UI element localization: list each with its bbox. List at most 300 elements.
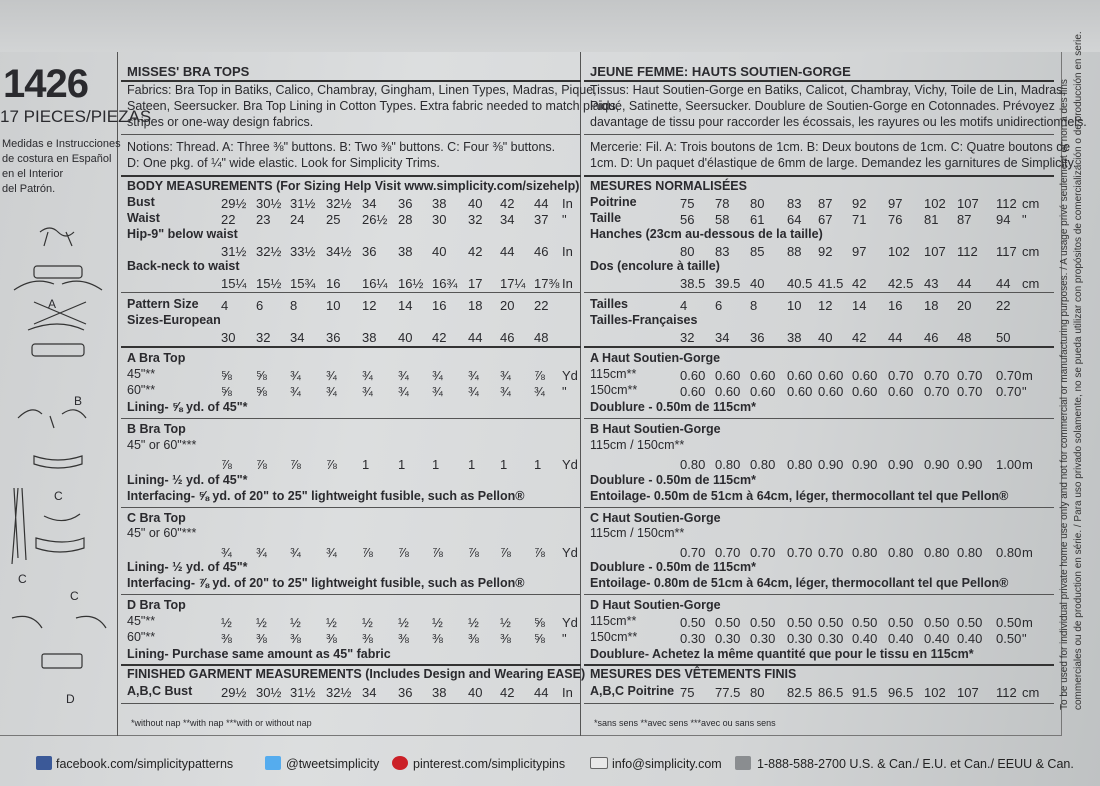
value-cell: 0.50: [996, 631, 1022, 646]
value-cell: 0.70: [957, 368, 983, 383]
email-link[interactable]: info@simplicity.com: [612, 757, 722, 771]
fabric-width-label: 45" or 60"***: [127, 526, 197, 540]
view-label: C: [54, 489, 63, 503]
notions-line: Notions: Thread. A: Three ⅜" buttons. B: Two ⅜" buttons. C: Four ⅜" buttons.: [127, 140, 556, 154]
row-label: Bust: [127, 195, 155, 209]
value-cell: 38: [787, 330, 802, 345]
value-cell: 22: [996, 298, 1011, 313]
value-cell: 0.50: [787, 615, 813, 630]
row-label: Back-neck to waist: [127, 259, 240, 273]
view-sketches: [0, 220, 117, 720]
value-cell: 75: [680, 196, 695, 211]
value-cell: 0.60: [852, 368, 878, 383]
value-cell: ¾: [221, 545, 232, 560]
value-cell: 46: [500, 330, 515, 345]
unit-cell: ": [1022, 631, 1027, 646]
value-cell: 0.50: [715, 615, 741, 630]
value-cell: 1: [398, 457, 406, 472]
value-cell: 117: [996, 244, 1017, 259]
unit-cell: In: [562, 244, 573, 259]
row-label: Waist: [127, 211, 160, 225]
value-cell: ¾: [468, 384, 479, 399]
value-cell: 102: [924, 196, 946, 211]
value-cell: 0.90: [888, 457, 914, 472]
value-cell: 0.30: [787, 631, 813, 646]
pinterest-link[interactable]: pinterest.com/simplicitypins: [413, 757, 566, 771]
fabric-width-label: 45" or 60"***: [127, 438, 197, 452]
value-cell: 32: [468, 212, 483, 227]
view-c-heading: C Haut Soutien-Gorge: [590, 511, 721, 525]
fabrics-line: davantage de tissu pour raccorder les écossais, les rayures ou les motifs unidirectionnels.: [590, 115, 1087, 129]
value-cell: 1: [432, 457, 440, 472]
view-label: C: [18, 572, 27, 586]
value-cell: 17⅜: [534, 276, 560, 291]
fabric-width-label: 115cm / 150cm**: [590, 526, 685, 540]
value-cell: 32½: [256, 244, 282, 259]
nap-legend: *sans sens **avec sens ***avec ou sans sens: [594, 718, 776, 728]
value-cell: 0.50: [996, 615, 1022, 630]
value-cell: 44: [468, 330, 483, 345]
value-cell: 41.5: [818, 276, 844, 291]
value-cell: ⅞: [468, 545, 479, 560]
value-cell: 64: [787, 212, 802, 227]
value-cell: ½: [398, 615, 409, 630]
spanish-note: en el Interior: [2, 168, 64, 180]
value-cell: 0.60: [818, 384, 844, 399]
value-cell: 83: [787, 196, 802, 211]
unit-cell: Yd: [562, 368, 578, 383]
unit-cell: ": [1022, 384, 1027, 399]
value-cell: 4: [221, 298, 229, 313]
value-cell: 0.60: [680, 368, 706, 383]
envelope-flap: [0, 0, 1100, 52]
row-label: Dos (encolure à taille): [590, 259, 720, 273]
value-cell: 0.70: [996, 368, 1022, 383]
value-cell: 26½: [362, 212, 388, 227]
value-cell: 0.40: [888, 631, 914, 646]
unit-cell: In: [562, 196, 573, 211]
value-cell: 92: [818, 244, 833, 259]
divider: [584, 292, 1054, 293]
value-cell: 30: [432, 212, 447, 227]
value-cell: 0.70: [715, 545, 741, 560]
divider: [121, 507, 581, 508]
spanish-note: del Patrón.: [2, 183, 56, 195]
value-cell: ⅜: [362, 631, 373, 646]
value-cell: 17: [468, 276, 483, 291]
value-cell: 44: [996, 276, 1011, 291]
value-cell: ⅝: [256, 368, 267, 383]
value-cell: 8: [750, 298, 758, 313]
fabrics-line: Sateen, Seersucker. Bra Top Lining in Cotton Types. Extra fabric needed to match plaids,: [127, 99, 620, 113]
divider: [121, 292, 581, 293]
value-cell: 16: [432, 298, 447, 313]
value-cell: 40: [432, 244, 447, 259]
value-cell: 67: [818, 212, 833, 227]
value-cell: 10: [787, 298, 802, 313]
notions-line: 1cm. D: Un paquet d'élastique de 6mm de large. Demandez les garnitures de Simplicity.: [590, 156, 1077, 170]
value-cell: 44: [957, 276, 972, 291]
value-cell: ⅝: [534, 631, 545, 646]
value-cell: 42: [500, 196, 515, 211]
value-cell: 30: [221, 330, 236, 345]
value-cell: 71: [852, 212, 867, 227]
value-cell: ⅞: [256, 457, 267, 472]
value-cell: 78: [715, 196, 730, 211]
value-cell: 16½: [398, 276, 424, 291]
phone-icon: [735, 756, 751, 770]
value-cell: 50: [996, 330, 1011, 345]
value-cell: 102: [924, 685, 946, 700]
value-cell: 28: [398, 212, 413, 227]
value-cell: 87: [957, 212, 972, 227]
value-cell: 96.5: [888, 685, 914, 700]
finished-heading: MESURES DES VÊTEMENTS FINIS: [590, 667, 797, 681]
measurements-heading: BODY MEASUREMENTS (For Sizing Help Visit www.simplicity.com/sizehelp): [127, 179, 580, 193]
lining-line: Doublure - 0.50m de 115cm*: [590, 473, 757, 487]
value-cell: 15¼: [221, 276, 247, 291]
value-cell: ⅜: [256, 631, 267, 646]
footer-bar: [0, 740, 1100, 786]
value-cell: 46: [924, 330, 939, 345]
value-cell: 80: [750, 685, 765, 700]
column-divider: [580, 52, 581, 736]
value-cell: 48: [957, 330, 972, 345]
value-cell: 0.30: [750, 631, 776, 646]
legal-line: To be used for individual private home use only and not for commercial or manufacturing purposes. / A usage privé seulement et non à des fins: [1059, 79, 1070, 710]
unit-cell: m: [1022, 615, 1033, 630]
value-cell: 4: [680, 298, 688, 313]
value-cell: 0.70: [957, 384, 983, 399]
value-cell: 46: [534, 244, 549, 259]
value-cell: 94: [996, 212, 1011, 227]
value-cell: 12: [362, 298, 377, 313]
value-cell: 0.70: [924, 384, 950, 399]
row-label: Tailles-Françaises: [590, 313, 698, 327]
legal-line: commerciales ou de production en série. / Para uso privado solamente, no se pueda utilizar con propósitos de comercialización o de producción en serie.: [1073, 31, 1084, 710]
divider: [584, 175, 1054, 177]
value-cell: ⅝: [221, 384, 232, 399]
value-cell: ½: [468, 615, 479, 630]
value-cell: ⅜: [290, 631, 301, 646]
divider: [121, 134, 581, 135]
lining-line: Doublure - 0.50m de 115cm*: [590, 560, 757, 574]
value-cell: 44: [888, 330, 903, 345]
facebook-icon: [36, 756, 52, 770]
divider: [584, 80, 1054, 82]
value-cell: 107: [957, 685, 979, 700]
unit-cell: ": [562, 384, 567, 399]
value-cell: ¾: [290, 545, 301, 560]
unit-cell: cm: [1022, 244, 1040, 259]
notions-line: D: One pkg. of ¼" wide elastic. Look for Simplicity Trims.: [127, 156, 440, 170]
value-cell: 44: [500, 244, 515, 259]
value-cell: 32: [256, 330, 271, 345]
fabric-width-label: 150cm**: [590, 383, 638, 397]
value-cell: ¾: [326, 368, 337, 383]
value-cell: 36: [326, 330, 341, 345]
value-cell: 86.5: [818, 685, 844, 700]
value-cell: 30½: [256, 685, 282, 700]
fabrics-line: Piqué, Satinette, Seersucker. Doublure de Soutien-Gorge en Cotonnades. Prévoyez: [590, 99, 1055, 113]
phone-number: 1-888-588-2700 U.S. & Can./ E.U. et Can./ EEUU & Can.: [757, 757, 1074, 771]
value-cell: 1: [362, 457, 370, 472]
value-cell: 87: [818, 196, 833, 211]
row-label: Hanches (23cm au-dessous de la taille): [590, 227, 823, 241]
side-legal-note: [1058, 31, 1098, 710]
value-cell: 0.80: [852, 545, 878, 560]
value-cell: ⅞: [326, 457, 337, 472]
view-label: B: [74, 394, 83, 408]
value-cell: ½: [221, 615, 232, 630]
value-cell: 12: [818, 298, 833, 313]
value-cell: 0.90: [924, 457, 950, 472]
value-cell: 40: [398, 330, 413, 345]
lining-line: Lining- ⅝ yd. of 45"*: [127, 400, 248, 414]
value-cell: 0.80: [715, 457, 741, 472]
value-cell: 30½: [256, 196, 282, 211]
value-cell: 16¾: [432, 276, 458, 291]
value-cell: 32½: [326, 685, 352, 700]
value-cell: 77.5: [715, 685, 741, 700]
finished-row-label: A,B,C Poitrine: [590, 684, 675, 698]
value-cell: 40: [818, 330, 833, 345]
value-cell: 80: [680, 244, 695, 259]
interfacing-line: Entoilage- 0.50m de 51cm à 64cm, léger, thermocollant tel que Pellon®: [590, 489, 1009, 503]
value-cell: 0.90: [852, 457, 878, 472]
value-cell: ⅜: [221, 631, 232, 646]
unit-cell: Yd: [562, 457, 578, 472]
spanish-note: Medidas e Instrucciones: [2, 138, 121, 150]
value-cell: 8: [290, 298, 298, 313]
value-cell: ⅞: [432, 545, 443, 560]
value-cell: 40: [468, 685, 483, 700]
row-label: Hip-9" below waist: [127, 227, 238, 241]
view-b-heading: B Haut Soutien-Gorge: [590, 422, 721, 436]
value-cell: ½: [326, 615, 337, 630]
value-cell: 0.60: [750, 368, 776, 383]
value-cell: 61: [750, 212, 765, 227]
value-cell: 56: [680, 212, 695, 227]
value-cell: 24: [290, 212, 305, 227]
value-cell: 83: [715, 244, 730, 259]
value-cell: 92: [852, 196, 867, 211]
value-cell: 0.60: [787, 384, 813, 399]
value-cell: 43: [924, 276, 939, 291]
value-cell: 44: [534, 196, 549, 211]
value-cell: ⅜: [432, 631, 443, 646]
value-cell: ¾: [432, 368, 443, 383]
value-cell: 16: [888, 298, 903, 313]
divider: [584, 507, 1054, 508]
spanish-note: de costura en Español: [2, 153, 112, 165]
value-cell: 102: [888, 244, 910, 259]
value-cell: 80: [750, 196, 765, 211]
finished-row-label: A,B,C Bust: [127, 684, 193, 698]
value-cell: 15½: [256, 276, 282, 291]
twitter-icon: [265, 756, 281, 770]
value-cell: ¾: [362, 384, 373, 399]
value-cell: ⅞: [362, 545, 373, 560]
value-cell: 0.80: [888, 545, 914, 560]
value-cell: 32: [680, 330, 695, 345]
nap-legend: *without nap **with nap ***with or without nap: [131, 718, 312, 728]
value-cell: 18: [468, 298, 483, 313]
value-cell: 36: [398, 196, 413, 211]
unit-cell: ": [562, 212, 567, 227]
value-cell: ½: [290, 615, 301, 630]
divider: [121, 418, 581, 419]
fabrics-line: stripes or one-way design fabrics.: [127, 115, 314, 129]
value-cell: 42: [852, 330, 867, 345]
value-cell: 97: [852, 244, 867, 259]
value-cell: 0.70: [924, 368, 950, 383]
unit-cell: ": [562, 631, 567, 646]
row-label: Pattern Size: [127, 297, 199, 311]
value-cell: 37: [534, 212, 549, 227]
finished-heading: FINISHED GARMENT MEASUREMENTS (Includes Design and Wearing EASE): [127, 667, 586, 681]
value-cell: 40: [750, 276, 765, 291]
value-cell: 0.60: [888, 384, 914, 399]
view-b-heading: B Bra Top: [127, 422, 186, 436]
view-c-heading: C Bra Top: [127, 511, 186, 525]
value-cell: 0.60: [715, 384, 741, 399]
view-a-heading: A Haut Soutien-Gorge: [590, 351, 721, 365]
view-a-heading: A Bra Top: [127, 351, 186, 365]
value-cell: ⅜: [500, 631, 511, 646]
fabric-width-label: 60"**: [127, 383, 156, 397]
value-cell: ⅜: [468, 631, 479, 646]
fabrics-line: Fabrics: Bra Top in Batiks, Calico, Chambray, Gingham, Linen Types, Madras, Pique,: [127, 83, 597, 97]
value-cell: 88: [787, 244, 802, 259]
value-cell: 34½: [326, 244, 352, 259]
value-cell: 0.50: [852, 615, 878, 630]
view-label: D: [66, 692, 75, 706]
value-cell: 0.70: [787, 545, 813, 560]
divider: [121, 175, 581, 177]
view-a-sketch: [40, 228, 74, 246]
interfacing-line: Interfacing- ⅝ yd. of 20" to 25" lightweight fusible, such as Pellon®: [127, 489, 525, 503]
value-cell: 31½: [290, 196, 316, 211]
value-cell: ⅞: [534, 368, 545, 383]
fabrics-line: Tissus: Haut Soutien-Gorge en Batiks, Calicot, Chambray, Vichy, Toile de Lin, Madras,: [590, 83, 1066, 97]
value-cell: 38.5: [680, 276, 706, 291]
value-cell: 33½: [290, 244, 316, 259]
value-cell: ¾: [256, 545, 267, 560]
value-cell: 36: [362, 244, 377, 259]
value-cell: 1: [534, 457, 542, 472]
value-cell: 107: [957, 196, 979, 211]
value-cell: ⅝: [256, 384, 267, 399]
value-cell: 38: [432, 196, 447, 211]
unit-cell: cm: [1022, 685, 1040, 700]
value-cell: 0.80: [680, 457, 706, 472]
value-cell: 107: [924, 244, 946, 259]
value-cell: 0.80: [996, 545, 1022, 560]
lining-line: Doublure- Achetez la même quantité que pour le tissu en 115cm*: [590, 647, 974, 661]
value-cell: 112: [996, 196, 1017, 211]
value-cell: 0.40: [957, 631, 983, 646]
value-cell: ¾: [500, 368, 511, 383]
unit-cell: cm: [1022, 196, 1040, 211]
value-cell: 91.5: [852, 685, 878, 700]
value-cell: 0.80: [787, 457, 813, 472]
value-cell: 38: [432, 685, 447, 700]
value-cell: 14: [398, 298, 413, 313]
value-cell: 0.50: [924, 615, 950, 630]
piece-count: 17 PIECES/PIEZAS: [0, 107, 152, 126]
value-cell: ¾: [398, 384, 409, 399]
value-cell: 40.5: [787, 276, 813, 291]
value-cell: 1: [468, 457, 476, 472]
unit-cell: ": [1022, 212, 1027, 227]
view-label: A: [48, 297, 57, 311]
value-cell: 0.50: [750, 615, 776, 630]
facebook-link[interactable]: facebook.com/simplicitypatterns: [56, 757, 234, 771]
value-cell: ¾: [398, 368, 409, 383]
value-cell: 44: [534, 685, 549, 700]
fabric-width-label: 150cm**: [590, 630, 638, 644]
unit-cell: m: [1022, 368, 1033, 383]
value-cell: 0.70: [750, 545, 776, 560]
interfacing-line: Interfacing- ⅞ yd. of 20" to 25" lightweight fusible, such as Pellon®: [127, 576, 525, 590]
unit-cell: m: [1022, 545, 1033, 560]
value-cell: 22: [534, 298, 549, 313]
value-cell: 20: [957, 298, 972, 313]
divider: [121, 80, 581, 82]
divider: [121, 664, 581, 666]
value-cell: 0.90: [957, 457, 983, 472]
value-cell: 0.30: [818, 631, 844, 646]
section-title: JEUNE FEMME: HAUTS SOUTIEN-GORGE: [590, 64, 851, 79]
fabric-width-label: 115cm / 150cm**: [590, 438, 685, 452]
twitter-link[interactable]: @tweetsimplicity: [286, 757, 380, 771]
value-cell: 14: [852, 298, 867, 313]
value-cell: 16¼: [362, 276, 388, 291]
value-cell: 0.90: [818, 457, 844, 472]
unit-cell: cm: [1022, 276, 1040, 291]
lining-line: Lining- ½ yd. of 45"*: [127, 560, 248, 574]
value-cell: 34: [362, 196, 377, 211]
value-cell: 1: [500, 457, 508, 472]
value-cell: ¾: [534, 384, 545, 399]
value-cell: 0.40: [852, 631, 878, 646]
value-cell: ¾: [468, 368, 479, 383]
divider: [121, 346, 581, 348]
value-cell: 34: [290, 330, 305, 345]
value-cell: 32½: [326, 196, 352, 211]
value-cell: 15¾: [290, 276, 316, 291]
divider: [584, 703, 1054, 704]
unit-cell: In: [562, 685, 573, 700]
value-cell: ½: [432, 615, 443, 630]
value-cell: ⅞: [398, 545, 409, 560]
value-cell: 23: [256, 212, 271, 227]
value-cell: ⅞: [500, 545, 511, 560]
value-cell: 0.70: [996, 384, 1022, 399]
value-cell: 36: [398, 685, 413, 700]
value-cell: 31½: [290, 685, 316, 700]
value-cell: 112: [957, 244, 978, 259]
value-cell: 0.60: [818, 368, 844, 383]
value-cell: 18: [924, 298, 939, 313]
value-cell: 36: [750, 330, 765, 345]
value-cell: ⅝: [221, 368, 232, 383]
value-cell: 22: [221, 212, 236, 227]
value-cell: 0.60: [787, 368, 813, 383]
value-cell: 0.80: [924, 545, 950, 560]
value-cell: 76: [888, 212, 903, 227]
